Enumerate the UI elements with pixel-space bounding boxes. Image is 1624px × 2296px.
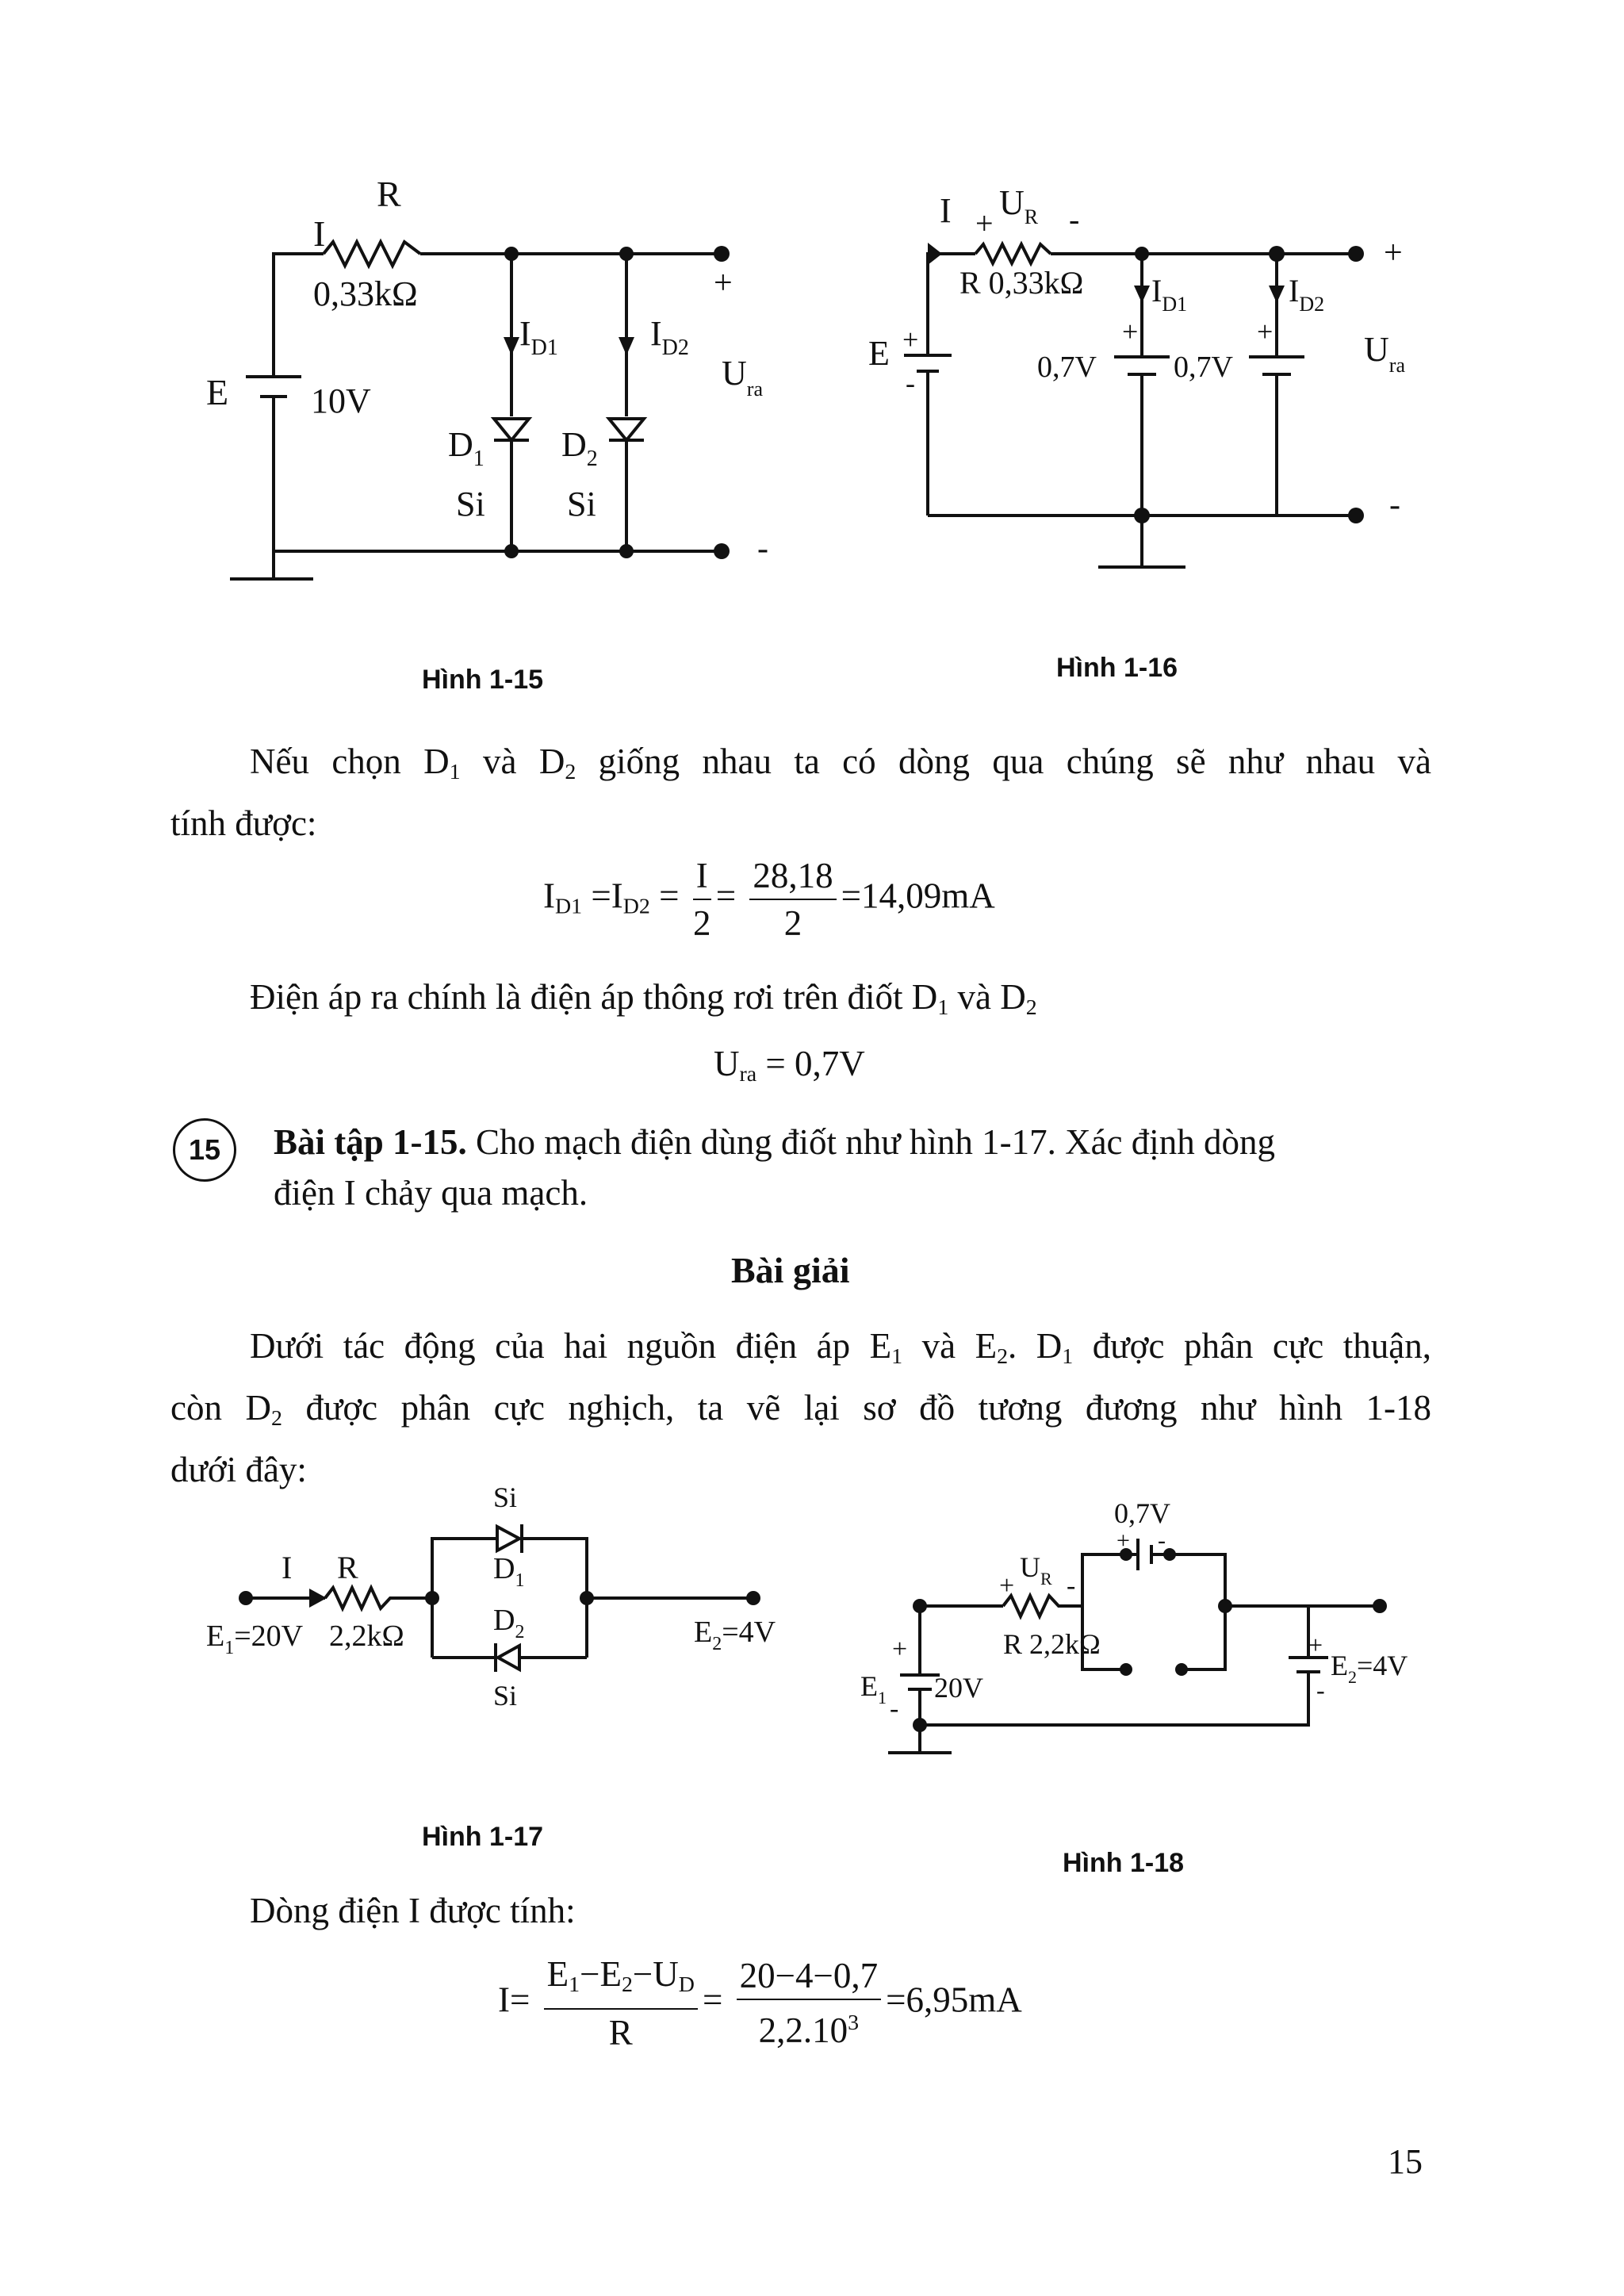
label-current-i: I — [940, 191, 952, 230]
arrow-id2-icon — [1269, 286, 1285, 303]
open-contact-left — [1120, 1663, 1132, 1676]
label-e-plus: + — [902, 324, 919, 355]
page-number: 15 — [1388, 2142, 1423, 2181]
label-07v-1: 0,7V — [1037, 351, 1097, 384]
label-e1-minus: - — [890, 1694, 899, 1723]
label-plus-1: + — [1122, 316, 1139, 347]
figure-1-17 — [206, 1483, 817, 1745]
label-e2: $E_2=4V$ — [694, 1616, 776, 1654]
caption-fig-1-18: Hình 1-18 — [1063, 1848, 1185, 1878]
equation-id: $I_{D1} =I_{D2}$ = $\frac{I}{2}$ = $\frac{28,18}{2}$ =14,09mA — [543, 853, 995, 946]
label-d1: $D_1$ — [448, 425, 485, 471]
caption-fig-1-17: Hình 1-17 — [422, 1822, 544, 1852]
paragraph-4: Dòng điện I được tính: — [250, 1891, 576, 1930]
label-r: R — [337, 1550, 358, 1585]
equation-current: I= $\frac{E_1-E_2-U_D}{R}$ = $\frac{20-4-0,7}{2,2.10^3}$ =6,95mA — [498, 1951, 1022, 2056]
arrow-id1-icon — [504, 337, 519, 355]
label-r-value: R 2,2kΩ — [1003, 1628, 1101, 1660]
label-e1-value: 20V — [934, 1672, 983, 1704]
solution-title: Bài giải — [731, 1250, 850, 1290]
figure-1-18 — [841, 1491, 1443, 1792]
label-e-minus: - — [906, 367, 915, 399]
label-si-top: Si — [493, 1481, 518, 1513]
paragraph-3: Dưới tác động của hai nguồn điện áp $E_1$ và $E_2$. $D_1$ được phân cực thuận, còn $D_2$ được phân cực nghịch, ta vẽ lại sơ đồ tương đương như hình 1-18 dưới đây: — [170, 1326, 1432, 1489]
label-ur-plus: + — [975, 205, 994, 241]
caption-fig-1-15: Hình 1-15 — [422, 665, 544, 695]
equation-ura: $U_{ra} = 0,7V$ — [714, 1044, 865, 1087]
resistor-r-symbol — [324, 242, 420, 266]
label-id1: $I_{D1}$ — [519, 314, 558, 360]
label-si-2: Si — [567, 485, 596, 523]
label-minus: - — [757, 531, 768, 567]
label-e2-minus: - — [1316, 1676, 1325, 1704]
exercise-text: Bài tập 1-15. Cho mạch điện dùng điốt như hình 1-17. Xác định dòng điện I chảy qua mạch. — [274, 1122, 1276, 1213]
figure-1-15 — [182, 167, 817, 611]
label-ur: $U_R$ — [999, 183, 1039, 228]
battery-e2-symbol — [1289, 1658, 1328, 1672]
label-id1: $I_{D1}$ — [1151, 273, 1188, 316]
open-contact-right — [1175, 1663, 1188, 1676]
label-e1: $E_1$ — [860, 1670, 887, 1708]
battery-07v-2-symbol — [1249, 357, 1304, 374]
label-07v-2: 0,7V — [1174, 351, 1233, 384]
label-plus: + — [1384, 235, 1403, 271]
label-id2: $I_{D2}$ — [650, 314, 689, 360]
exercise-number-badge: 15 — [173, 1118, 236, 1182]
arrow-id1-icon — [1134, 286, 1150, 303]
label-d1: $D_1$ — [493, 1552, 525, 1591]
label-minus: - — [1389, 487, 1400, 523]
paragraph-2: Điện áp ra chính là điện áp thông rơi trên điốt $D_1$ và $D_2$ — [250, 977, 1037, 1020]
diode-d2-symbol — [609, 419, 644, 440]
arrow-i-icon — [928, 243, 942, 265]
label-e: E — [206, 372, 229, 412]
battery-e-symbol — [246, 301, 301, 404]
label-e: E — [868, 334, 890, 373]
label-plus-2: + — [1257, 316, 1274, 347]
label-e-value: 10V — [311, 381, 371, 420]
label-ur-minus: - — [1067, 1571, 1076, 1600]
diode-d1-symbol — [494, 419, 529, 440]
label-e1: $E_1=20V$ — [206, 1619, 304, 1658]
label-07v: 0,7V — [1114, 1497, 1170, 1529]
label-plus: + — [714, 265, 733, 301]
label-si-1: Si — [456, 485, 485, 523]
label-bat-minus: - — [1158, 1527, 1166, 1554]
battery-07v-1-symbol — [1114, 357, 1170, 374]
label-r-value: 0,33kΩ — [313, 274, 418, 313]
label-bat-plus: + — [1116, 1527, 1130, 1554]
label-ura: $U_{ra}$ — [722, 354, 763, 401]
label-d2: $D_2$ — [561, 425, 598, 471]
label-e1-plus: + — [892, 1635, 908, 1664]
paragraph-1: Nếu chọn $D_1$ và $D_2$ giống nhau ta có dòng qua chúng sẽ như nhau và tính được: — [170, 742, 1431, 843]
resistor-r-symbol — [975, 244, 1051, 263]
label-d2: $D_2$ — [493, 1604, 525, 1642]
label-current-i: I — [282, 1550, 293, 1585]
label-ur: $U_R$ — [1020, 1551, 1052, 1589]
label-current-i: I — [313, 213, 326, 254]
label-r-value: 2,2kΩ — [329, 1619, 404, 1653]
label-id2: $I_{D2}$ — [1289, 273, 1325, 316]
label-si-bottom: Si — [493, 1680, 518, 1711]
label-ura: $U_{ra}$ — [1364, 330, 1405, 377]
label-r: R — [377, 174, 401, 214]
label-r-value: R 0,33kΩ — [959, 265, 1084, 301]
label-ur-plus: + — [999, 1571, 1015, 1600]
label-ur-minus: - — [1069, 201, 1080, 237]
resistor-r-symbol — [325, 1588, 432, 1608]
arrow-id2-icon — [619, 337, 634, 355]
diode-d2-symbol — [496, 1643, 519, 1672]
diode-d1-symbol — [497, 1524, 522, 1553]
caption-fig-1-16: Hình 1-16 — [1056, 653, 1178, 683]
label-e2: $E_2=4V$ — [1331, 1650, 1408, 1687]
figure-1-16 — [856, 167, 1435, 579]
label-e2-plus: + — [1308, 1631, 1323, 1659]
arrow-i-icon — [309, 1589, 327, 1608]
